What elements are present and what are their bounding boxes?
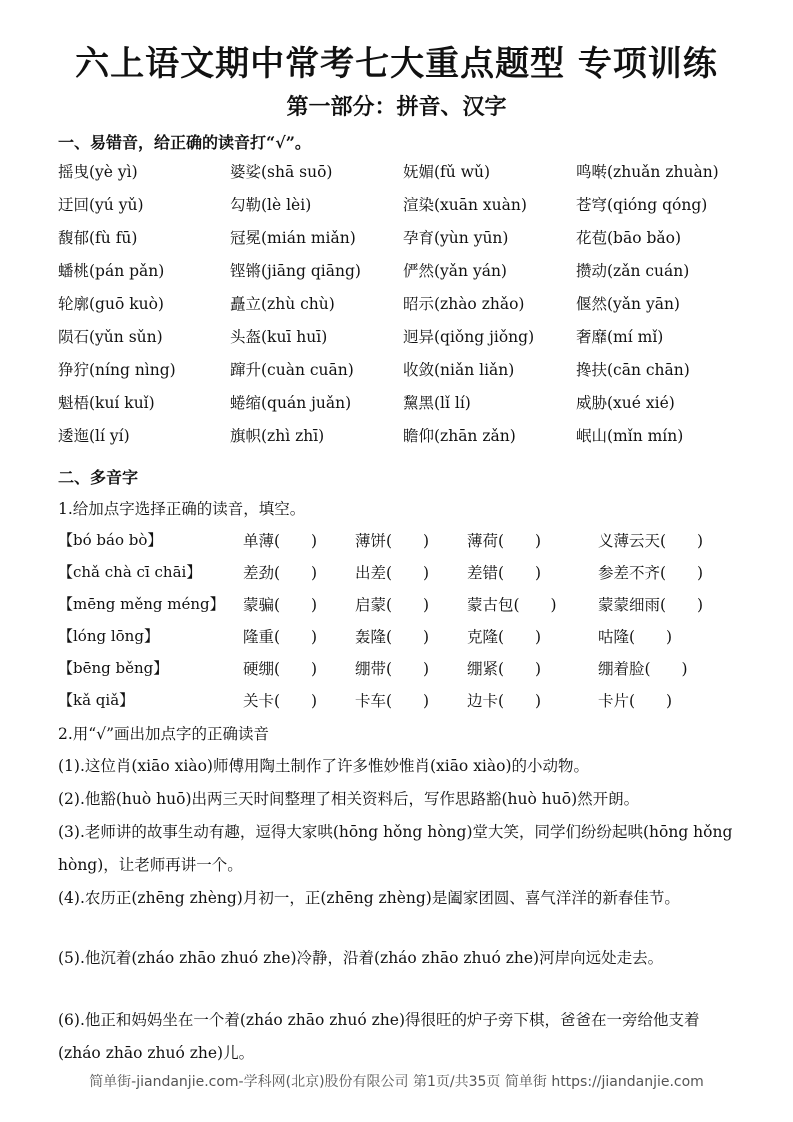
page-footer: 简单街-jiandanjie.com-学科网(北京)股份有限公司 第1页/共35页 简单街 https://jiandanjie.com bbox=[89, 1074, 704, 1090]
pinyin-item: 孕育(yùn yūn) bbox=[403, 229, 509, 247]
part-subtitle: 第一部分：拼音、汉字 bbox=[286, 94, 507, 120]
question-paragraph: (4).农历正(zhēng zhèng)月初一，正(zhēng zhèng)是阖家团圆、喜气洋洋的新春佳节。 bbox=[58, 889, 680, 907]
pinyin-row bbox=[58, 325, 748, 355]
polyphone-row bbox=[58, 625, 748, 655]
pinyin-item: 轮廓(guō kuò) bbox=[58, 295, 164, 313]
pinyin-item: 收敛(niǎn liǎn) bbox=[403, 361, 515, 379]
polyphone-row bbox=[58, 529, 748, 559]
pinyin-row bbox=[58, 292, 748, 322]
pinyin-item: 俨然(yǎn yán) bbox=[403, 262, 507, 280]
polyphone-item: 单薄( ) bbox=[243, 532, 318, 550]
pinyin-item: 蹿升(cuàn cuān) bbox=[230, 361, 354, 379]
pinyin-item: 鸣啭(zhuǎn zhuàn) bbox=[576, 163, 719, 181]
polyphone-item: 硬绷( ) bbox=[243, 660, 318, 678]
polyphone-tag: 【chǎ chà cī chāi】 bbox=[58, 563, 202, 581]
pinyin-item: 冠冕(mián miǎn) bbox=[230, 229, 356, 247]
polyphone-item: 卡片( ) bbox=[598, 692, 673, 710]
polyphone-tag: 【mēng měng méng】 bbox=[58, 595, 225, 613]
pinyin-row bbox=[58, 160, 748, 190]
polyphone-item: 隆重( ) bbox=[243, 628, 318, 646]
question-paragraph: (6).他正和妈妈坐在一个着(zháo zhāo zhuó zhe)得很旺的炉子旁下棋，爸爸在一旁给他支着(zháo zhāo zhuó zhe)儿。 bbox=[58, 1011, 700, 1062]
polyphone-item: 边卡( ) bbox=[467, 692, 542, 710]
polyphone-item: 蒙蒙细雨( ) bbox=[598, 596, 704, 614]
polyphone-item: 出差( ) bbox=[355, 564, 430, 582]
pinyin-item: 勾勒(lè lèi) bbox=[230, 196, 312, 214]
pinyin-item: 迥异(qiǒng jiǒng) bbox=[403, 328, 535, 346]
polyphone-item: 卡车( ) bbox=[355, 692, 430, 710]
polyphone-item: 启蒙( ) bbox=[355, 596, 430, 614]
pinyin-item: 头盔(kuī huī) bbox=[230, 328, 328, 346]
polyphone-item: 关卡( ) bbox=[243, 692, 318, 710]
pinyin-item: 苍穹(qióng qóng) bbox=[576, 196, 708, 214]
pinyin-row bbox=[58, 424, 748, 454]
pinyin-item: 旗帜(zhì zhī) bbox=[230, 427, 325, 445]
polyphone-item: 蒙骗( ) bbox=[243, 596, 318, 614]
pinyin-item: 黧黑(lǐ lí) bbox=[403, 394, 471, 412]
pinyin-item: 渲染(xuān xuàn) bbox=[403, 196, 527, 214]
pinyin-item: 瞻仰(zhān zǎn) bbox=[403, 427, 516, 445]
polyphone-tag: 【kǎ qiǎ】 bbox=[58, 691, 135, 709]
pinyin-item: 矗立(zhù chù) bbox=[230, 295, 335, 313]
polyphone-item: 义薄云天( ) bbox=[598, 532, 704, 550]
pinyin-item: 蟠桃(pán pǎn) bbox=[58, 262, 165, 280]
polyphone-item: 蒙古包( ) bbox=[467, 596, 557, 614]
pinyin-item: 奢靡(mí mǐ) bbox=[576, 328, 664, 346]
question-paragraph: (2).他豁(huò huō)出两三天时间整理了相关资料后，写作思路豁(huò huō)然开朗。 bbox=[58, 790, 640, 808]
pinyin-item: 妩媚(fǔ wǔ) bbox=[403, 163, 490, 181]
pinyin-item: 花苞(bāo bǎo) bbox=[576, 229, 682, 247]
polyphone-item: 克隆( ) bbox=[467, 628, 542, 646]
polyphone-row bbox=[58, 689, 748, 719]
section2-q2: 2.用“√”画出加点字的正确读音 bbox=[58, 725, 270, 743]
pinyin-row bbox=[58, 193, 748, 223]
polyphone-tag: 【lóng lōng】 bbox=[58, 627, 159, 645]
pinyin-row bbox=[58, 358, 748, 388]
pinyin-item: 岷山(mǐn mín) bbox=[576, 427, 684, 445]
pinyin-item: 摇曳(yè yì) bbox=[58, 163, 138, 181]
pinyin-item: 魁梧(kuí kuǐ) bbox=[58, 394, 155, 412]
pinyin-item: 陨石(yǔn sǔn) bbox=[58, 328, 163, 346]
polyphone-item: 绷带( ) bbox=[355, 660, 430, 678]
pinyin-row bbox=[58, 391, 748, 421]
pinyin-item: 婆娑(shā suō) bbox=[230, 163, 333, 181]
pinyin-row bbox=[58, 259, 748, 289]
pinyin-item: 蜷缩(quán juǎn) bbox=[230, 394, 352, 412]
pinyin-item: 狰狞(níng nìng) bbox=[58, 361, 176, 379]
section2-q1: 1.给加点字选择正确的读音，填空。 bbox=[58, 500, 306, 518]
section1-heading: 一、易错音，给正确的读音打“√”。 bbox=[58, 133, 311, 152]
section2-heading: 二、多音字 bbox=[58, 468, 139, 487]
pinyin-item: 馥郁(fù fū) bbox=[58, 229, 138, 247]
polyphone-item: 绷着脸( ) bbox=[598, 660, 688, 678]
polyphone-item: 薄荷( ) bbox=[467, 532, 542, 550]
question-paragraph: (1).这位肖(xiāo xiào)师傅用陶土制作了许多惟妙惟肖(xiāo xiào)的小动物。 bbox=[58, 757, 590, 775]
polyphone-item: 咕隆( ) bbox=[598, 628, 673, 646]
polyphone-item: 差错( ) bbox=[467, 564, 542, 582]
pinyin-item: 搀扶(cān chān) bbox=[576, 361, 690, 379]
pinyin-item: 逶迤(lí yí) bbox=[58, 427, 130, 445]
polyphone-row bbox=[58, 657, 748, 687]
pinyin-item: 迂回(yú yǔ) bbox=[58, 196, 144, 214]
pinyin-row bbox=[58, 226, 748, 256]
polyphone-row bbox=[58, 593, 748, 623]
pinyin-item: 偃然(yǎn yān) bbox=[576, 295, 680, 313]
polyphone-tag: 【bó báo bò】 bbox=[58, 531, 163, 549]
pinyin-item: 昭示(zhào zhǎo) bbox=[403, 295, 525, 313]
page-title: 六上语文期中常考七大重点题型 专项训练 bbox=[75, 44, 718, 84]
section1-grid bbox=[58, 160, 748, 460]
pinyin-item: 攒动(zǎn cuán) bbox=[576, 262, 690, 280]
polyphone-item: 绷紧( ) bbox=[467, 660, 542, 678]
polyphone-row bbox=[58, 561, 748, 591]
question-paragraph: (3).老师讲的故事生动有趣，逗得大家哄(hōng hǒng hòng)堂大笑，同学们纷纷起哄(hōng hǒng hòng)，让老师再讲一个。 bbox=[58, 823, 733, 874]
polyphone-item: 薄饼( ) bbox=[355, 532, 430, 550]
polyphone-item: 轰隆( ) bbox=[355, 628, 430, 646]
polyphone-item: 参差不齐( ) bbox=[598, 564, 704, 582]
question-paragraph: (5).他沉着(zháo zhāo zhuó zhe)冷静，沿着(zháo zhāo zhuó zhe)河岸向远处走去。 bbox=[58, 949, 664, 967]
polyphone-item: 差劲( ) bbox=[243, 564, 318, 582]
pinyin-item: 威胁(xué xié) bbox=[576, 394, 675, 412]
polyphone-tag: 【bēng běng】 bbox=[58, 659, 169, 677]
pinyin-item: 铿锵(jiāng qiāng) bbox=[230, 262, 361, 280]
